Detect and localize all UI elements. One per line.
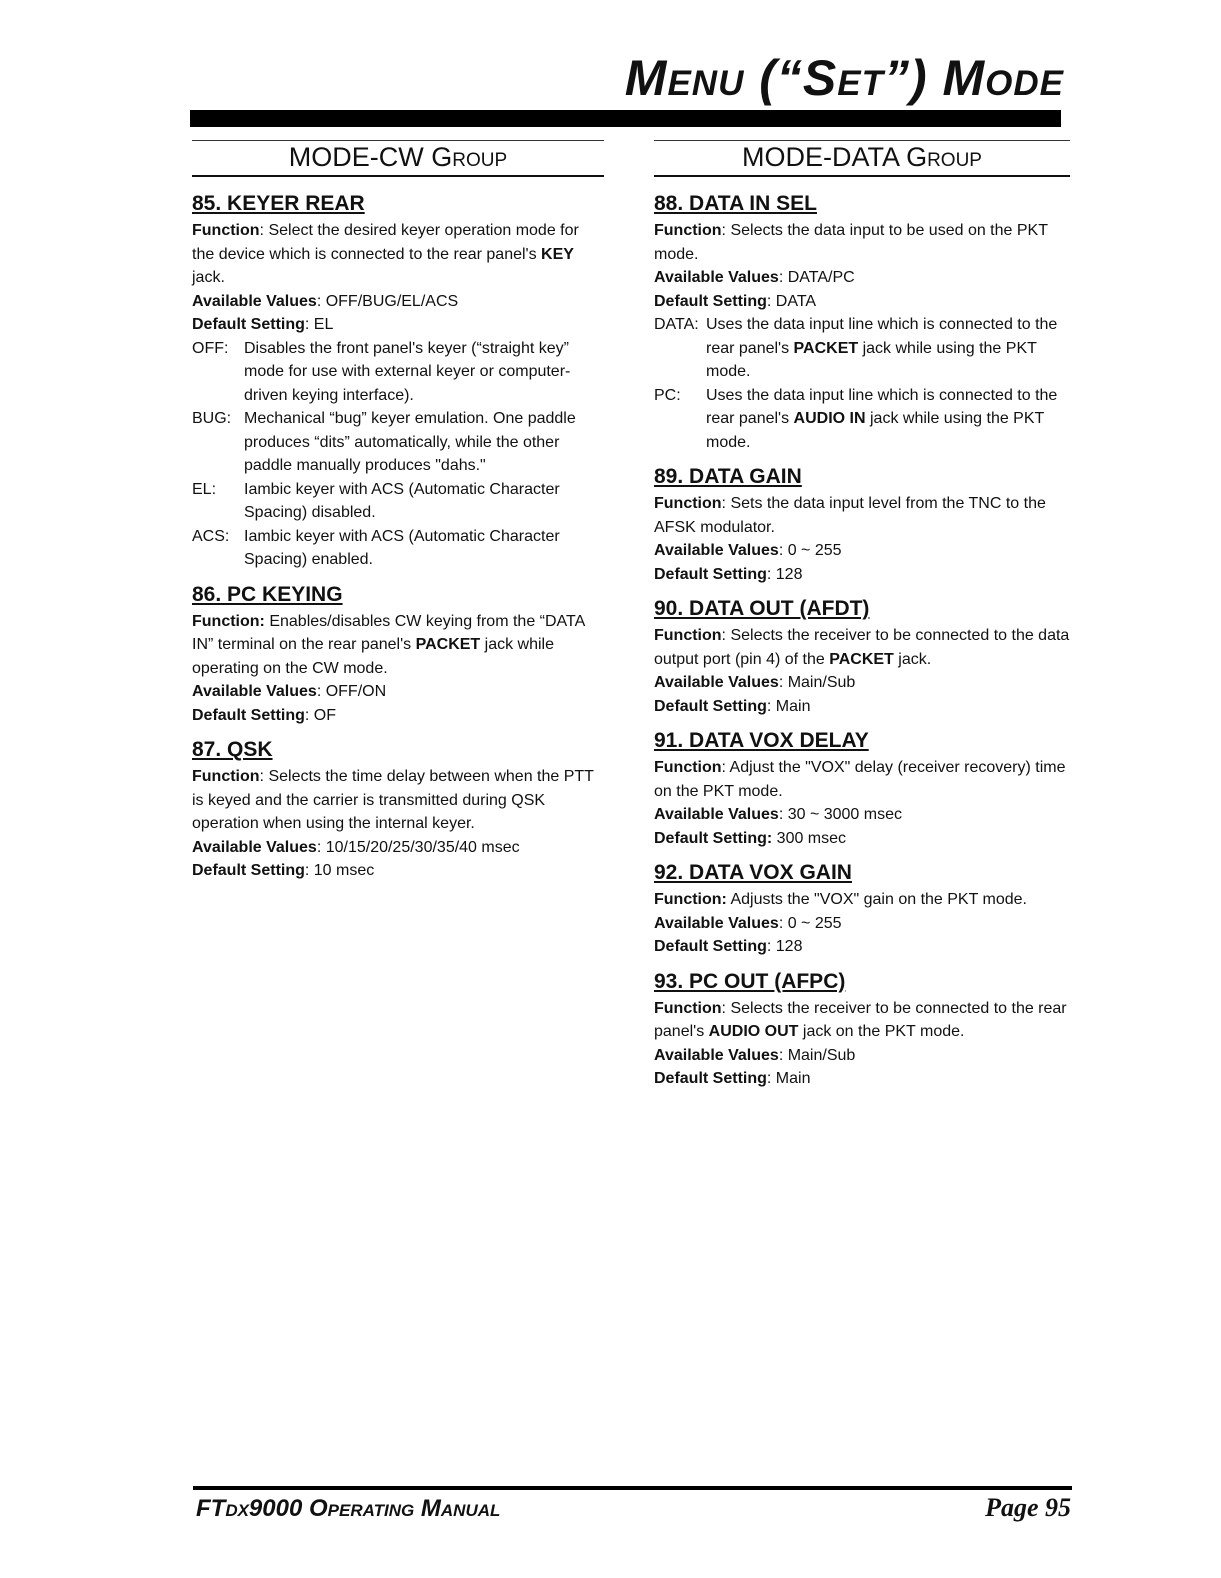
default-setting <box>654 290 1070 314</box>
available-values <box>192 290 604 314</box>
values-label: Available Values <box>654 1046 779 1064</box>
values-label: Available Values <box>654 542 779 559</box>
section-title: 93. PC OUT (AFPC) <box>654 969 846 993</box>
values-text: : OFF/ON <box>316 683 387 700</box>
default-setting <box>192 859 604 883</box>
function-text: : Selects the time delay between when the PTT is keyed and the carrier is transmitted during QSK operation when using the internal keyer. <box>192 768 594 832</box>
function-description <box>654 492 1070 539</box>
section-title: 85. KEYER REAR <box>192 192 365 215</box>
default-text: 300 msec <box>772 829 847 847</box>
option-text-tail: jack while using the PKT mode. <box>706 339 1037 380</box>
default-setting <box>654 563 1070 587</box>
option-data <box>654 313 1070 384</box>
default-text: : Main <box>766 697 811 715</box>
default-setting <box>654 935 1070 959</box>
function-label: Function: <box>654 891 727 908</box>
function-tail: jack while operating on the CW mode. <box>192 636 555 677</box>
option-bug <box>192 407 604 478</box>
available-values <box>192 836 604 860</box>
values-label: Available Values <box>654 269 779 286</box>
values-label: Available Values <box>192 683 317 700</box>
values-text: : 10/15/20/25/30/35/40 msec <box>316 838 520 856</box>
group-heading-suffix: Group <box>906 142 982 172</box>
function-bold: PACKET <box>415 636 481 653</box>
default-label: Default Setting <box>654 697 767 715</box>
function-text: : Selects the receiver to be connected to the data output port (pin 4) of the <box>654 627 1070 668</box>
values-label: Available Values <box>192 838 317 856</box>
function-text: : Select the desired keyer operation mode for the device which is connected to the rear panel's <box>192 222 579 263</box>
section-title: 89. DATA GAIN <box>654 465 802 488</box>
available-values <box>654 912 1070 936</box>
default-label: Default Setting <box>654 565 767 583</box>
option-key: PC: <box>654 386 681 404</box>
option-pc <box>654 384 1070 455</box>
left-column <box>192 140 604 893</box>
default-text: : 10 msec <box>304 862 375 879</box>
values-text: : Main/Sub <box>778 674 856 691</box>
menu-item-88 <box>654 191 1070 454</box>
function-description <box>654 888 1070 912</box>
function-description <box>654 624 1070 671</box>
function-label: Function <box>192 768 260 785</box>
default-text: : Main <box>766 1070 811 1087</box>
values-text: : DATA/PC <box>778 269 855 286</box>
option-off <box>192 337 604 408</box>
function-tail: jack. <box>192 269 225 286</box>
default-label: Default Setting <box>654 938 767 955</box>
function-description <box>192 219 604 290</box>
option-key: BUG: <box>192 410 232 427</box>
option-key: EL: <box>192 480 217 498</box>
function-tail: jack. <box>893 650 932 668</box>
default-label: Default Setting: <box>654 829 773 847</box>
function-description <box>654 219 1070 266</box>
option-text-tail: jack while using the PKT mode. <box>706 410 1045 451</box>
menu-item-86 <box>192 582 604 728</box>
option-text: Mechanical “bug” keyer emulation. One paddle produces “dits” automatically, while the other paddle manually produces "dahs." <box>244 410 576 474</box>
function-text: : Selects the data input to be used on the PKT mode. <box>654 222 1048 263</box>
default-text: : DATA <box>766 292 817 310</box>
function-text: Enables/disables CW keying from the “DATA IN” terminal on the rear panel's <box>192 612 585 653</box>
function-text: : Selects the receiver to be connected to the rear panel's <box>654 999 1067 1040</box>
section-title: 87. QSK <box>192 738 273 761</box>
available-values <box>654 803 1070 827</box>
section-title: 92. DATA VOX GAIN <box>654 861 852 884</box>
values-text: : 0 ~ 255 <box>778 542 842 559</box>
function-tail: jack on the PKT mode. <box>798 1023 965 1040</box>
option-text: Uses the data input line which is connected to the rear panel's <box>706 316 1058 357</box>
group-heading-main: MODE-CW <box>288 142 424 172</box>
default-label: Default Setting <box>192 316 305 333</box>
default-label: Default Setting <box>192 706 305 724</box>
available-values <box>192 680 604 704</box>
section-title: 91. DATA VOX DELAY <box>654 729 869 752</box>
option-bold: PACKET <box>793 339 859 357</box>
default-text: : 128 <box>766 565 803 583</box>
footer-rule <box>193 1486 1072 1490</box>
available-values <box>654 671 1070 695</box>
values-label: Available Values <box>654 674 779 691</box>
option-text: Disables the front panel's keyer (“straight key” mode for use with external keyer or computer-driven keying interface). <box>244 339 571 404</box>
function-label: Function <box>654 627 722 644</box>
function-description <box>192 610 604 681</box>
page-title: Menu (“Set”) Mode <box>624 50 1064 106</box>
menu-item-89 <box>654 464 1070 586</box>
group-heading-main: MODE-DATA <box>742 142 899 172</box>
default-setting <box>654 1067 1070 1091</box>
section-title: 90. DATA OUT (AFDT) <box>654 597 870 620</box>
group-heading-mode-cw <box>192 140 604 177</box>
default-text: : EL <box>304 316 334 333</box>
section-title: 86. PC KEYING <box>192 582 343 606</box>
option-text: Iambic keyer with ACS (Automatic Character Spacing) enabled. <box>244 527 560 568</box>
manual-title: FTdx9000 Operating Manual <box>196 1495 501 1522</box>
function-description <box>654 756 1070 803</box>
available-values <box>654 539 1070 563</box>
default-setting <box>654 695 1070 719</box>
right-column <box>654 140 1070 1101</box>
section-title: 88. DATA IN SEL <box>654 192 817 215</box>
available-values <box>654 266 1070 290</box>
default-text: : OF <box>304 706 336 724</box>
option-key: OFF: <box>192 339 229 357</box>
option-text: Uses the data input line which is connected to the rear panel's <box>706 386 1058 427</box>
option-el <box>192 478 604 525</box>
option-key: DATA: <box>654 316 699 333</box>
menu-item-91 <box>654 728 1070 850</box>
menu-item-85 <box>192 191 604 572</box>
function-label: Function <box>192 222 260 239</box>
function-label: Function <box>654 495 722 512</box>
group-heading-suffix: Group <box>431 142 508 172</box>
values-text: : Main/Sub <box>778 1046 856 1064</box>
function-label: Function: <box>192 612 265 630</box>
values-label: Available Values <box>192 292 317 310</box>
function-label: Function <box>654 999 722 1017</box>
default-setting <box>192 313 604 337</box>
default-setting <box>654 827 1070 851</box>
function-description <box>192 765 604 836</box>
function-bold: PACKET <box>829 650 894 668</box>
menu-item-93 <box>654 969 1070 1091</box>
default-text: : 128 <box>766 938 803 955</box>
default-setting <box>192 704 604 728</box>
available-values <box>654 1044 1070 1068</box>
function-label: Function <box>654 759 722 776</box>
header-rule <box>190 110 1061 127</box>
option-key: ACS: <box>192 527 230 545</box>
menu-item-90 <box>654 596 1070 718</box>
function-label: Function <box>654 222 722 239</box>
page-number: Page 95 <box>985 1493 1071 1522</box>
option-text: Iambic keyer with ACS (Automatic Character Spacing) disabled. <box>244 480 560 521</box>
option-bold: AUDIO IN <box>793 410 866 427</box>
function-bold: KEY <box>541 245 574 263</box>
function-text: Adjusts the "VOX" gain on the PKT mode. <box>726 891 1027 908</box>
values-label: Available Values <box>654 914 779 932</box>
function-text: : Sets the data input level from the TNC to the AFSK modulator. <box>654 495 1046 536</box>
option-acs <box>192 525 604 572</box>
values-text: : 30 ~ 3000 msec <box>778 806 902 823</box>
menu-item-87 <box>192 737 604 883</box>
values-text: : OFF/BUG/EL/ACS <box>316 292 459 310</box>
menu-item-92 <box>654 860 1070 959</box>
function-text: : Adjust the "VOX" delay (receiver recovery) time on the PKT mode. <box>654 759 1066 800</box>
default-label: Default Setting <box>654 1070 767 1087</box>
values-text: : 0 ~ 255 <box>778 914 842 932</box>
values-label: Available Values <box>654 806 779 823</box>
function-bold: AUDIO OUT <box>708 1023 799 1040</box>
function-description <box>654 997 1070 1044</box>
default-label: Default Setting <box>192 862 305 879</box>
default-label: Default Setting <box>654 292 767 310</box>
group-heading-mode-data <box>654 140 1070 177</box>
